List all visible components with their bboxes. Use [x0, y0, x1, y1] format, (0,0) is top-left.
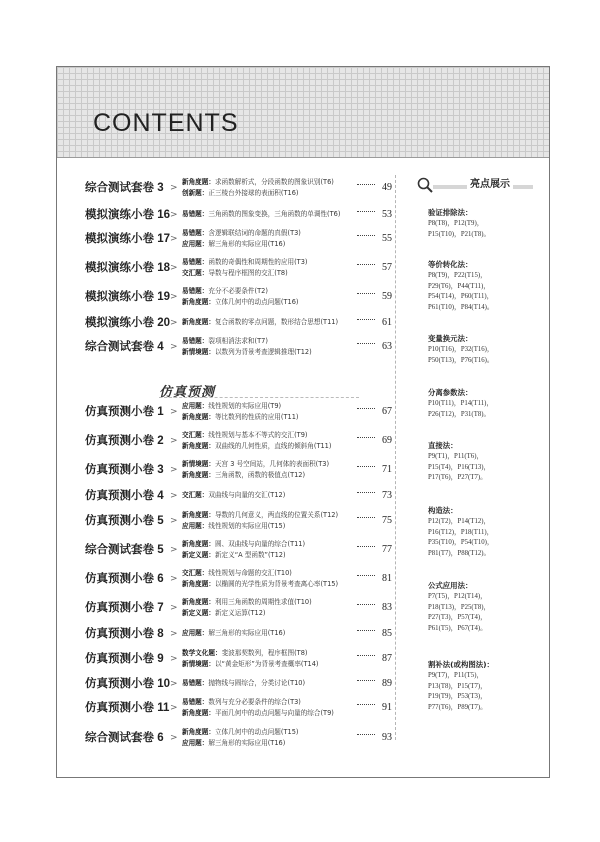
entry-note [182, 698, 301, 707]
entry-note-text: 线性规划的实际应用(T9) [208, 402, 282, 410]
entry-note [182, 318, 338, 327]
entry-note-text: 数列与充分必要条件的综合(T3) [208, 698, 301, 706]
entry-title: 仿真预测小卷 11 [85, 702, 170, 714]
toc-entry[interactable] [57, 536, 397, 564]
header-grid-banner [57, 67, 549, 158]
entry-note [182, 491, 285, 500]
method-name: 验证排除法： [428, 208, 473, 217]
page-number: 55 [382, 233, 392, 244]
entry-title: 仿真预测小卷 4 [85, 490, 164, 502]
chevron-right-icon: > [170, 574, 178, 584]
dot-leader [357, 184, 375, 185]
highlights-heading [417, 177, 533, 197]
highlights-title: 亮点展示 [467, 178, 513, 192]
page-number: 81 [382, 573, 392, 584]
entry-note [182, 580, 338, 589]
method-refs: P61(T5)，P67(T4)。 [428, 624, 487, 632]
entry-note-tag: 创新题： [182, 189, 209, 197]
page-number: 61 [382, 317, 392, 328]
toc-entry[interactable] [57, 254, 397, 282]
dot-leader [357, 575, 375, 576]
dot-leader [357, 546, 375, 547]
toc-entry[interactable] [57, 645, 397, 673]
entry-note-text: 立体几何中的动点问题(T16) [214, 298, 299, 306]
entry-note-text: 解三角形的实际应用(T16) [208, 629, 286, 637]
method-block [428, 207, 558, 240]
entry-note-tag: 应用题： [182, 402, 209, 410]
entry-note-tag: 交汇题： [182, 431, 209, 439]
method-refs: P50(T13)，P76(T16)。 [428, 356, 494, 364]
entry-note-tag: 新角度题： [182, 298, 215, 306]
method-refs: P18(T13)，P25(T8)， [428, 603, 491, 611]
entry-note [182, 598, 312, 607]
entry-note-text: 导数与程序框图的交汇(T8) [208, 269, 288, 277]
toc-entry[interactable] [57, 724, 397, 752]
method-name: 公式应用法： [428, 581, 473, 590]
entry-note [182, 402, 281, 411]
dot-leader [357, 437, 375, 438]
entry-note-text: 解三角形的实际应用(T16) [208, 739, 286, 747]
entry-note [182, 709, 334, 718]
method-block [428, 505, 558, 559]
toc-entry[interactable] [57, 283, 397, 311]
entry-note [182, 178, 334, 187]
entry-note-tag: 新角度题： [182, 598, 215, 606]
chevron-right-icon: > [170, 545, 178, 555]
dot-leader [357, 734, 375, 735]
entry-note-tag: 新角度题： [182, 442, 215, 450]
chevron-right-icon: > [170, 654, 178, 664]
page-number: 63 [382, 341, 392, 352]
dot-leader [357, 211, 375, 212]
page-number: 75 [382, 515, 392, 526]
dot-leader [357, 408, 375, 409]
page-number: 91 [382, 702, 392, 713]
entry-title: 模拟演练小卷 19 [85, 291, 170, 303]
chevron-right-icon: > [170, 263, 178, 273]
method-name: 构造法： [428, 506, 458, 515]
method-refs: P12(T2)，P14(T12)， [428, 518, 491, 525]
page-number: 49 [382, 182, 392, 193]
toc-entry[interactable] [57, 507, 397, 535]
entry-note [182, 189, 298, 198]
entry-note [182, 569, 292, 578]
entry-note [182, 540, 305, 549]
entry-note-text: 平面几何中的动点问题与向量的综合(T9) [214, 709, 334, 717]
entry-note [182, 551, 286, 560]
chevron-right-icon: > [170, 234, 178, 244]
entry-title: 综合测试套卷 4 [85, 341, 164, 353]
entry-note [182, 337, 268, 346]
entry-note [182, 442, 331, 451]
entry-note-tag: 易错题： [182, 698, 209, 706]
entry-note [182, 522, 285, 531]
entry-note-text: 正三棱台外接球的表面积(T16) [208, 189, 299, 197]
entry-note [182, 679, 305, 688]
entry-note [182, 287, 268, 296]
entry-title: 模拟演练小卷 18 [85, 262, 170, 274]
toc-entry[interactable] [57, 427, 397, 455]
toc-entry[interactable] [57, 620, 397, 648]
magnifier-icon [417, 177, 433, 193]
entry-title: 仿真预测小卷 1 [85, 406, 164, 418]
method-refs: P27(T3)，P57(T4)， [428, 614, 487, 621]
method-refs: P8(T8)，P12(T9)， [428, 220, 484, 227]
entry-note [182, 609, 266, 618]
entry-title: 仿真预测小卷 9 [85, 653, 164, 665]
method-name: 分离参数法： [428, 388, 473, 397]
entry-note-tag: 新角度题： [182, 511, 215, 519]
method-name: 变量换元法： [428, 334, 473, 343]
entry-note-text: 双曲线与向量的交汇(T12) [208, 491, 286, 499]
method-refs: P9(T1)，P11(T6)， [428, 453, 484, 460]
page-number: 83 [382, 602, 392, 613]
page-number: 73 [382, 490, 392, 501]
entry-note-text: 抛物线与圆综合，分类讨论(T10) [208, 679, 306, 687]
dot-leader [357, 466, 375, 467]
chevron-right-icon: > [170, 491, 178, 501]
entry-title: 仿真预测小卷 5 [85, 515, 164, 527]
entry-note-text: 解三角形的实际应用(T16) [208, 240, 286, 248]
entry-note [182, 229, 301, 238]
chevron-right-icon: > [170, 210, 178, 220]
entry-note-tag: 易错题： [182, 287, 209, 295]
entry-note [182, 431, 307, 440]
toc-entry[interactable] [57, 225, 397, 253]
method-block [428, 659, 558, 713]
method-refs: P15(T4)，P16(T13)， [428, 463, 491, 471]
entry-title: 综合测试套卷 6 [85, 732, 164, 744]
entry-note [182, 460, 329, 469]
method-name: 割补法(或构图法)： [428, 660, 494, 669]
entry-note-tag: 应用题： [182, 522, 209, 530]
entry-note-tag: 新角度题： [182, 728, 215, 736]
entry-title: 模拟演练小卷 17 [85, 233, 170, 245]
dot-leader [357, 264, 375, 265]
entry-note-tag: 新角度题： [182, 580, 215, 588]
dot-leader [357, 517, 375, 518]
entry-title: 仿真预测小卷 7 [85, 602, 164, 614]
method-refs: P17(T6)，P27(T7)。 [428, 474, 487, 481]
entry-note [182, 511, 338, 520]
entry-note [182, 298, 298, 307]
dot-leader [357, 680, 375, 681]
entry-note-tag: 易错题： [182, 210, 209, 218]
entry-title: 仿真预测小卷 8 [85, 628, 164, 640]
entry-note-text: 复合函数的零点问题，数形结合思想(T11) [214, 318, 339, 326]
entry-note [182, 728, 298, 737]
entry-note-text: 等比数列的性质的应用(T11) [214, 413, 299, 421]
entry-note [182, 660, 319, 669]
page-number: 67 [382, 406, 392, 417]
entry-title: 模拟演练小卷 16 [85, 209, 170, 221]
method-refs: P9(T7)，P11(T5)， [428, 672, 484, 679]
method-block [428, 333, 558, 366]
entry-note-text: 新定义“A 型函数”(T12) [214, 551, 286, 559]
dot-leader [357, 655, 375, 656]
entry-note [182, 348, 312, 357]
chevron-right-icon: > [170, 733, 178, 743]
method-block [428, 259, 558, 313]
entry-note-text: 以“黄金矩形”为背景考查概率(T14) [214, 660, 319, 668]
method-refs: P77(T6)，P89(T7)。 [428, 703, 487, 711]
entry-note-tag: 应用题： [182, 240, 209, 248]
chevron-right-icon: > [170, 603, 178, 613]
dot-leader [357, 343, 375, 344]
entry-note-tag: 新角度题： [182, 471, 215, 479]
page-number: 85 [382, 628, 392, 639]
method-block [428, 387, 558, 420]
entry-note-tag: 新情境题： [182, 460, 215, 468]
chevron-right-icon: > [170, 183, 178, 193]
method-refs: P7(T5)，P12(T14)， [428, 593, 487, 600]
dot-leader [357, 319, 375, 320]
page-number: 69 [382, 435, 392, 446]
method-refs: P29(T6)，P44(T11)， [428, 282, 491, 290]
dot-leader [357, 293, 375, 294]
toc-entry[interactable] [57, 398, 397, 426]
method-refs: P61(T10)，P84(T14)。 [428, 303, 494, 311]
chevron-right-icon: > [170, 292, 178, 302]
chevron-right-icon: > [170, 407, 178, 417]
entry-note-tag: 易错题： [182, 258, 209, 266]
method-refs: P8(T9)，P22(T15)， [428, 272, 487, 279]
entry-note-text: 以数列为背景考查逻辑推理(T12) [214, 348, 312, 356]
method-refs: P16(T12)，P18(T11)， [428, 528, 494, 536]
entry-note-text: 天宫 3 号空间站，几何体的表面积(T3) [214, 460, 330, 468]
entry-note-tag: 新角度题： [182, 413, 215, 421]
method-block [428, 440, 558, 484]
section-heading: 仿真预测 [159, 381, 215, 400]
entry-note-tag: 新角度题： [182, 178, 215, 186]
entry-note-tag: 交汇题： [182, 491, 209, 499]
entry-note-text: 圆、双曲线与向量的综合(T11) [214, 540, 306, 548]
toc-entry[interactable] [57, 456, 397, 484]
page-number: 77 [382, 544, 392, 555]
entry-note-text: 裂项相消法求和(T7) [208, 337, 268, 345]
method-block [428, 580, 558, 634]
entry-note-text: 新定义运算(T12) [214, 609, 266, 617]
entry-note-tag: 新定义题： [182, 551, 215, 559]
entry-title: 综合测试套卷 5 [85, 544, 164, 556]
entry-note-tag: 新定义题： [182, 609, 215, 617]
entry-note-text: 函数的奇偶性和周期性的应用(T3) [208, 258, 308, 266]
entry-note [182, 269, 288, 278]
entry-note [182, 413, 298, 422]
entry-note-tag: 易错题： [182, 679, 209, 687]
chevron-right-icon: > [170, 703, 178, 713]
entry-title: 仿真预测小卷 6 [85, 573, 164, 585]
chevron-right-icon: > [170, 679, 178, 689]
entry-note-text: 利用三角函数的周期性求值(T10) [214, 598, 312, 606]
page-number: 59 [382, 291, 392, 302]
page-number: 89 [382, 678, 392, 689]
chevron-right-icon: > [170, 318, 178, 328]
method-refs: P26(T12)，P31(T8)。 [428, 410, 491, 418]
entry-note [182, 258, 307, 267]
method-refs: P81(T7)，P88(T12)。 [428, 549, 491, 557]
toc-entry[interactable] [57, 333, 397, 361]
dot-leader [357, 492, 375, 493]
entry-note-text: 立体几何中的动点问题(T15) [214, 728, 299, 736]
method-refs: P19(T9)，P53(T3)， [428, 693, 487, 700]
chevron-right-icon: > [170, 516, 178, 526]
chevron-right-icon: > [170, 436, 178, 446]
method-name: 等价转化法： [428, 260, 473, 269]
entry-note-text: 三角函数的图象变换，三角函数的单调性(T6) [208, 210, 341, 218]
entry-note-text: 以椭圆的光学性质为背景考查离心率(T15) [214, 580, 339, 588]
entry-note [182, 240, 285, 249]
entry-note-tag: 数学文化题： [182, 649, 222, 657]
page-number: 57 [382, 262, 392, 273]
entry-note-tag: 交汇题： [182, 569, 209, 577]
entry-title: 综合测试套卷 3 [85, 182, 164, 194]
page-number: 87 [382, 653, 392, 664]
entry-note-text: 含逻辑联结词的命题的真假(T3) [208, 229, 301, 237]
entry-note-tag: 应用题： [182, 629, 209, 637]
entry-note [182, 629, 285, 638]
chevron-right-icon: > [170, 342, 178, 352]
entry-title: 仿真预测小卷 3 [85, 464, 164, 476]
entry-note-text: 斐波那契数列，程序框图(T8) [221, 649, 308, 657]
page-number: 93 [382, 732, 392, 743]
method-refs: P35(T10)，P54(T10)， [428, 539, 494, 546]
entry-note-text: 线性规划与基本不等式的交汇(T9) [208, 431, 308, 439]
entry-note-text: 求函数解析式，分段函数的图象识别(T6) [214, 178, 334, 186]
entry-note [182, 739, 285, 748]
entry-note-text: 双曲线的几何性质，直线的倾斜角(T11) [214, 442, 332, 450]
dot-leader [357, 235, 375, 236]
entry-note [182, 210, 340, 219]
entry-title: 模拟演练小卷 20 [85, 317, 170, 329]
page-title: CONTENTS [93, 109, 239, 137]
method-refs: P54(T14)，P60(T11)， [428, 293, 494, 300]
method-refs: P10(T11)，P14(T11)， [428, 400, 494, 407]
toc-entry[interactable] [57, 694, 397, 722]
entry-note-tag: 交汇题： [182, 269, 209, 277]
toc-entry[interactable] [57, 482, 397, 510]
dot-leader [357, 630, 375, 631]
method-refs: P13(T8)，P15(T7)， [428, 682, 487, 690]
toc-entry[interactable] [57, 174, 397, 202]
entry-note-tag: 易错题： [182, 229, 209, 237]
dot-leader [357, 604, 375, 605]
toc-entry[interactable] [57, 594, 397, 622]
entry-note-text: 线性规划与命题的交汇(T10) [208, 569, 292, 577]
entry-note-text: 导数的几何意义，两直线的位置关系(T12) [214, 511, 339, 519]
entry-note-text: 充分不必要条件(T2) [208, 287, 268, 295]
entry-title: 仿真预测小卷 10 [85, 678, 170, 690]
entry-note-tag: 新情境题： [182, 660, 215, 668]
entry-note-tag: 新角度题： [182, 540, 215, 548]
page-number: 53 [382, 209, 392, 220]
entry-note-text: 线性规划的实际应用(T15) [208, 522, 286, 530]
method-refs: P10(T16)，P32(T16)， [428, 346, 494, 353]
entry-note-tag: 新角度题： [182, 709, 215, 717]
entry-note-tag: 易错题： [182, 337, 209, 345]
contents-frame [56, 66, 550, 778]
entry-note [182, 649, 307, 658]
page-number: 71 [382, 464, 392, 475]
entry-note-tag: 新角度题： [182, 318, 215, 326]
dot-leader [357, 704, 375, 705]
method-refs: P15(T10)，P21(T8)。 [428, 230, 491, 238]
toc-entry[interactable] [57, 565, 397, 593]
entry-title: 仿真预测小卷 2 [85, 435, 164, 447]
chevron-right-icon: > [170, 465, 178, 475]
entry-note-tag: 应用题： [182, 739, 209, 747]
entry-note-tag: 新情境题： [182, 348, 215, 356]
chevron-right-icon: > [170, 629, 178, 639]
method-name: 直接法： [428, 441, 458, 450]
entry-note [182, 471, 305, 480]
entry-note-text: 三角函数，函数的极值点(T12) [214, 471, 306, 479]
